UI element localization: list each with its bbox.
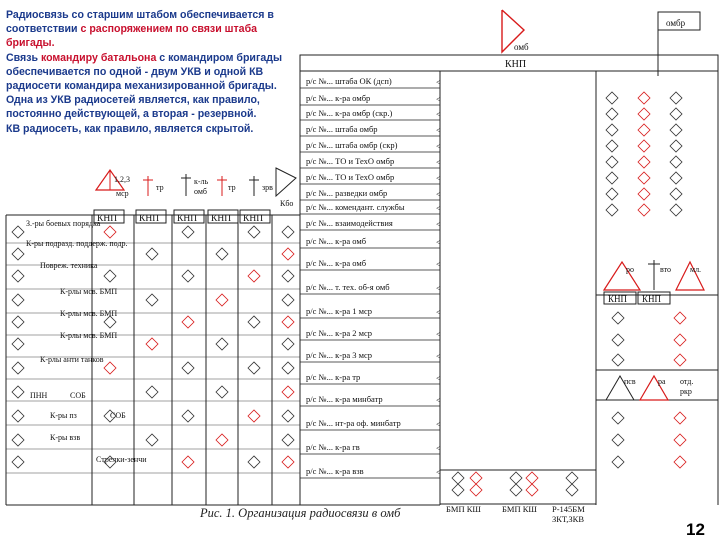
- net-arrow: <: [436, 420, 441, 429]
- net-label: р/с №... к-ра гв: [306, 442, 360, 452]
- knp-box-label: КНП: [97, 214, 118, 224]
- right-ro: ро: [626, 265, 634, 274]
- radio-station-icon: [282, 410, 294, 422]
- radio-station-icon: [248, 316, 260, 328]
- knp-row: [94, 210, 270, 224]
- radio-station-icon: [612, 434, 624, 446]
- left-row-label: СОБ: [70, 391, 86, 400]
- radio-station-icon: [282, 386, 294, 398]
- left-row-label: К-рлы мсв. БМП: [60, 331, 118, 340]
- radio-station-icon: [248, 362, 260, 374]
- company-label-5: зрв: [262, 183, 273, 192]
- radio-station-icon: [12, 248, 24, 260]
- radio-station-icon: [670, 204, 682, 216]
- radio-station-icon: [282, 434, 294, 446]
- net-arrow: <: [436, 158, 441, 167]
- radio-station-icon: [146, 248, 158, 260]
- radio-station-icon: [146, 294, 158, 306]
- radio-station-icon: [612, 456, 624, 468]
- radio-station-icon: [282, 338, 294, 350]
- net-label: р/с №... ТО и ТехО омбр: [306, 172, 395, 182]
- radio-station-icon: [182, 316, 194, 328]
- radio-station-icon: [104, 270, 116, 282]
- net-arrow: <: [436, 468, 441, 477]
- net-label: р/с №... разведки омбр: [306, 188, 388, 198]
- radio-station-icon: [12, 294, 24, 306]
- radio-station-icon: [638, 124, 650, 136]
- bottom-label-1: БМП КШ: [446, 504, 481, 514]
- right-unit-flags: [604, 260, 704, 400]
- radio-station-icon: [674, 434, 686, 446]
- knp-top-label: КНП: [505, 59, 527, 70]
- net-arrow: <: [436, 190, 441, 199]
- net-label: р/с №... штаба ОК (дсп): [306, 76, 392, 86]
- net-label: р/с №... к-ра омб: [306, 258, 367, 268]
- radio-station-icon: [606, 204, 618, 216]
- right-ra: ра: [658, 377, 666, 386]
- intro-p4: КВ радиосеть, как правило, является скрытой.: [6, 122, 254, 135]
- radio-station-icon: [248, 270, 260, 282]
- radio-station-icon: [12, 316, 24, 328]
- right-vto: вто: [660, 265, 671, 274]
- radio-station-icon: [612, 312, 624, 324]
- radio-station-icon: [282, 226, 294, 238]
- right-ml: мл.: [690, 265, 702, 274]
- radio-station-icon: [182, 362, 194, 374]
- radio-station-icon: [216, 338, 228, 350]
- radio-station-icon: [638, 188, 650, 200]
- radio-station-icon: [606, 124, 618, 136]
- right-rkr: ркр: [680, 387, 692, 396]
- radio-station-icon: [12, 434, 24, 446]
- radio-station-icon: [606, 172, 618, 184]
- radio-station-icon: [526, 484, 538, 496]
- net-label: р/с №... к-ра взв: [306, 466, 364, 476]
- radio-station-icon: [104, 226, 116, 238]
- radio-station-icon: [248, 226, 260, 238]
- bottom-label-4: ЗКТ,ЗКВ: [552, 514, 584, 524]
- right-knp1: КНП: [608, 294, 628, 304]
- radio-station-icon: [526, 472, 538, 484]
- knp-box-label: КНП: [243, 214, 264, 224]
- left-row-label: К-рлы мсв. БМП: [60, 309, 118, 318]
- company-label-4: тр: [228, 183, 236, 192]
- radio-station-icon: [182, 226, 194, 238]
- radio-station-icon: [670, 92, 682, 104]
- radio-station-icon: [282, 270, 294, 282]
- radio-station-icon: [638, 204, 650, 216]
- radio-station-icon: [12, 338, 24, 350]
- radio-station-icon: [674, 412, 686, 424]
- net-label: р/с №... к-ра минбатр: [306, 394, 383, 404]
- radio-station-icon: [674, 354, 686, 366]
- radio-station-icon: [566, 484, 578, 496]
- radio-station-icon: [638, 140, 650, 152]
- net-label: р/с №... к-ра 2 мср: [306, 328, 373, 338]
- net-arrow: <: [436, 352, 441, 361]
- net-arrow: <: [436, 204, 441, 213]
- intro-p1: Радиосвязь со старшим штабом обеспечивается в соответствии: [6, 9, 274, 36]
- left-row-label: К-ры пз: [50, 411, 77, 420]
- radio-station-icon: [182, 456, 194, 468]
- left-row-label: К-ры подразд. поддерж. подр.: [26, 239, 128, 248]
- left-row-label: К-рлы мсв. БМП: [60, 287, 118, 296]
- intro-p1-highlight: с распоряжением по связи штаба бригады.: [6, 23, 258, 50]
- radio-station-icon: [12, 226, 24, 238]
- net-arrow: <: [436, 95, 441, 104]
- radio-station-icon: [104, 362, 116, 374]
- net-arrow: <: [436, 78, 441, 87]
- kbo-label: Кбо: [280, 199, 294, 208]
- net-arrow: <: [436, 174, 441, 183]
- radio-station-icon: [216, 434, 228, 446]
- net-label: р/с №... к-ра 1 мср: [306, 306, 373, 316]
- radio-station-icon: [566, 472, 578, 484]
- net-label: р/с №... нт-ра оф. минбатр: [306, 418, 401, 428]
- intro-p2a: Связь: [6, 51, 41, 64]
- ombr-label: омбр: [666, 18, 686, 28]
- left-row-labels: [26, 219, 147, 464]
- net-label: р/с №... комендант. службы: [306, 202, 405, 212]
- radio-station-icon: [606, 92, 618, 104]
- omb-flag: [502, 10, 529, 52]
- radio-station-icon: [182, 270, 194, 282]
- net-arrow: <: [436, 308, 441, 317]
- radio-station-icon: [248, 410, 260, 422]
- net-arrow: <: [436, 330, 441, 339]
- knp-box-label: КНП: [211, 214, 232, 224]
- radio-station-icon: [612, 354, 624, 366]
- radio-station-icon: [216, 248, 228, 260]
- left-row-label: К-рлы анти танков: [40, 355, 104, 364]
- left-row-label: ПНН: [30, 391, 48, 400]
- net-label: р/с №... ТО и ТехО омбр: [306, 156, 395, 166]
- net-label: р/с №... к-ра омб: [306, 236, 367, 246]
- radio-station-icon: [606, 156, 618, 168]
- right-knp2: КНП: [642, 294, 662, 304]
- intro-p2b: с командиром бригады обеспечивается по одной - двум УКВ и одной КВ радиосети командира механизированной бригады.: [6, 51, 283, 93]
- radio-station-icon: [470, 472, 482, 484]
- net-label: р/с №... к-ра 3 мср: [306, 350, 373, 360]
- radio-station-icon: [282, 362, 294, 374]
- radio-station-icon: [670, 188, 682, 200]
- radio-station-icon: [12, 410, 24, 422]
- radio-station-icon: [606, 108, 618, 120]
- radio-station-icon: [248, 456, 260, 468]
- radio-station-icon: [12, 270, 24, 282]
- radio-station-icon: [670, 172, 682, 184]
- radio-station-icon: [282, 456, 294, 468]
- intro-p2-highlight: командиру батальона: [40, 51, 157, 64]
- radio-station-icon: [670, 108, 682, 120]
- radio-station-icon: [670, 124, 682, 136]
- figure-caption: Рис. 1. Организация радиосвязи в омб: [200, 506, 401, 520]
- net-arrow: <: [436, 444, 441, 453]
- radio-station-icon: [470, 484, 482, 496]
- radio-station-icon: [182, 410, 194, 422]
- bottom-label-3: Р-145БМ: [552, 504, 585, 514]
- net-label: р/с №... штаба омбр (скр): [306, 140, 398, 150]
- radio-station-icon: [12, 386, 24, 398]
- radio-station-icon: [638, 92, 650, 104]
- radio-station-icon: [674, 312, 686, 324]
- left-row-label: СОБ: [110, 411, 126, 420]
- right-psv: псв: [624, 377, 636, 386]
- radio-station-icon: [282, 316, 294, 328]
- radio-station-icon: [452, 472, 464, 484]
- net-arrow: <: [436, 110, 441, 119]
- ombr-flag: [658, 12, 700, 76]
- net-label: р/с №... к-ра тр: [306, 372, 361, 382]
- radio-station-icon: [452, 484, 464, 496]
- left-row-label: К-ры взв: [50, 433, 81, 442]
- company-flags: [96, 168, 296, 208]
- left-row-label: Повреж. техника: [40, 261, 98, 270]
- radio-station-icon: [282, 248, 294, 260]
- net-arrow: <: [436, 284, 441, 293]
- radio-station-icon: [216, 294, 228, 306]
- radio-station-icon: [12, 362, 24, 374]
- radio-station-icon: [670, 156, 682, 168]
- company-label-2: тр: [156, 183, 164, 192]
- omb-label: омб: [514, 42, 529, 52]
- radio-station-icon: [638, 156, 650, 168]
- radio-station-icon: [674, 456, 686, 468]
- net-label: р/с №... штаба омбр: [306, 124, 378, 134]
- net-arrow: <: [436, 142, 441, 151]
- company-label-1: 1,2,3: [114, 175, 130, 184]
- radio-station-icon: [510, 484, 522, 496]
- radio-station-icon: [612, 412, 624, 424]
- radio-station-icon: [606, 140, 618, 152]
- net-arrow: <: [436, 260, 441, 269]
- radio-station-icon: [282, 294, 294, 306]
- net-label: р/с №... т. тех. об-я омб: [306, 282, 390, 292]
- radio-station-icon: [12, 456, 24, 468]
- net-arrow: <: [436, 126, 441, 135]
- radio-station-icon: [638, 108, 650, 120]
- radio-station-icon: [216, 386, 228, 398]
- net-arrow: <: [436, 220, 441, 229]
- net-arrow: <: [436, 396, 441, 405]
- right-otd: отд.: [680, 377, 694, 386]
- left-row-label: З.-ры боевых порядка: [26, 219, 101, 228]
- radio-station-icon: [510, 472, 522, 484]
- net-arrow: <: [436, 238, 441, 247]
- radio-station-icon: [670, 140, 682, 152]
- net-label: р/с №... к-ра омбр: [306, 93, 371, 103]
- radio-station-icon: [146, 386, 158, 398]
- radio-station-icon: [606, 188, 618, 200]
- company-label-3: к-ль: [194, 177, 209, 186]
- net-label: р/с №... к-ра омбр (скр.): [306, 108, 393, 118]
- bottom-label-2: БМП КШ: [502, 504, 537, 514]
- intro-p3: Одна из УКВ радиосетей является, как правило, постоянно действующей, а вторая - резервной.: [6, 94, 260, 121]
- knp-box-label: КНП: [177, 214, 198, 224]
- radio-station-icon: [146, 338, 158, 350]
- company-label-1b: мср: [116, 189, 129, 198]
- radio-station-icon: [674, 334, 686, 346]
- radio-station-icon: [638, 172, 650, 184]
- net-label: р/с №... взаимодействия: [306, 218, 393, 228]
- knp-box-label: КНП: [139, 214, 160, 224]
- page-number: 12: [686, 520, 705, 539]
- radio-station-icon: [612, 334, 624, 346]
- radio-station-icon: [146, 434, 158, 446]
- net-arrow: <: [436, 374, 441, 383]
- company-label-3b: омб: [194, 187, 207, 196]
- left-row-label: Стрелки-зенчи: [96, 455, 147, 464]
